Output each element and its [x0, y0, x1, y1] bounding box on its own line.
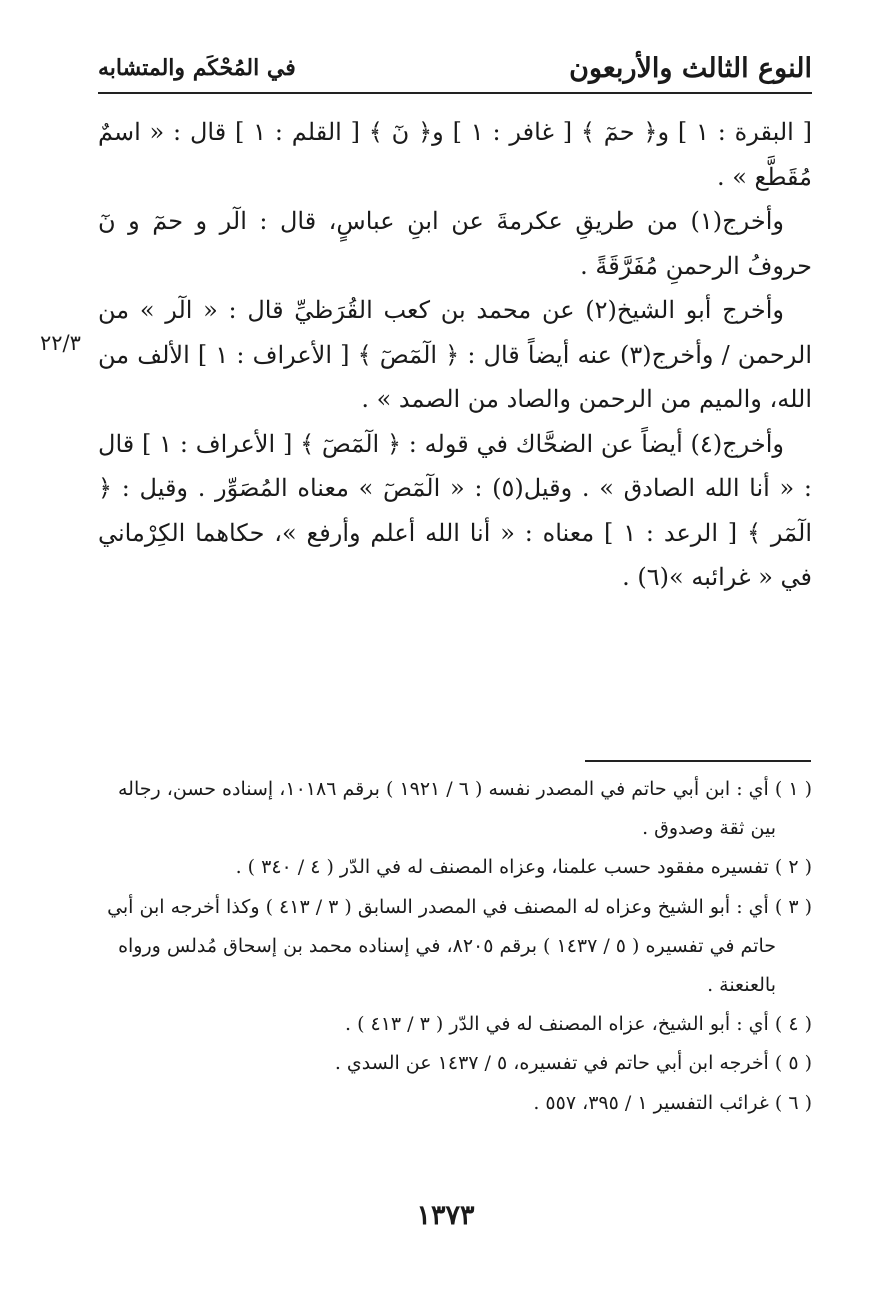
paragraph: وأخرج(٤) أيضاً عن الضحَّاك في قوله : ﴿ الٓمٓصٓ ﴾ [ الأعراف : ١ ] قال : « أنا الله الصادق » . وقيل(٥) : « الٓمٓصٓ » معناه المُصَوِّر . وقيل : ﴿ الٓمٓر ﴾ [ الرعد : ١ ] معناه : « أنا الله أعلم وأرفع »، حكاهما الكِرْماني في « غرائبه »(٦) . — [98, 429, 812, 591]
footnote: ( ٤ ) أي : أبو الشيخ، عزاه المصنف له في الدّر ( ٣ / ٤١٣ ) . — [344, 1013, 812, 1036]
margin-page-reference: ٢٢/٣ — [40, 331, 81, 355]
footnote: ( ١ ) أي : ابن أبي حاتم في المصدر نفسه ( ٦ / ١٩٢١ ) برقم ١٠١٨٦، إسناده حسن، رجاله بين ثقة وصدوق . — [118, 778, 812, 840]
footnote-divider — [585, 760, 811, 762]
header-divider — [98, 92, 812, 94]
paragraph: وأخرج أبو الشيخ(٢) عن محمد بن كعب القُرَظيِّ قال : « الٓر » من الرحمن / وأخرج(٣) عنه أيضاً قال : ﴿ الٓمٓصٓ ﴾ [ الأعراف : ١ ] الألف من الله، والميم من الرحمن والصاد من الصمد » . — [98, 296, 812, 413]
page-number: ١٣٧٣ — [416, 1200, 475, 1231]
paragraph: وأخرج(١) من طريقِ عكرمةَ عن ابنِ عباسٍ، قال : الٓر و حمٓ و نٓ حروفُ الرحمنِ مُفَرَّقَةً . — [98, 207, 812, 280]
footnote: ( ٥ ) أخرجه ابن أبي حاتم في تفسيره، ٥ / ١٤٣٧ عن السدي . — [334, 1052, 812, 1075]
footnote: ( ٢ ) تفسيره مفقود حسب علمنا، وعزاه المصنف له في الدّر ( ٤ / ٣٤٠ ) . — [235, 856, 812, 879]
chapter-subtitle: في المُحْكَم والمتشابه — [98, 55, 296, 81]
paragraph: [ البقرة : ١ ] و﴿ حمٓ ﴾ [ غافر : ١ ] و﴿ نٓ ﴾ [ القلم : ١ ] قال : « اسمٌ مُقَطَّع » . — [98, 118, 812, 191]
footnote: ( ٣ ) أي : أبو الشيخ وعزاه له المصنف في المصدر السابق ( ٣ / ٤١٣ ) وكذا أخرجه ابن أبي حاتم في تفسيره ( ٥ / ١٤٣٧ ) برقم ٨٢٠٥، في إسناده محمد بن إسحاق مُدلس ورواه بالعنعنة . — [107, 895, 812, 997]
footnotes — [98, 770, 812, 1123]
running-header — [98, 48, 812, 88]
footnote: ( ٦ ) غرائب التفسير ١ / ٣٩٥، ٥٥٧ . — [533, 1091, 812, 1114]
main-text — [98, 110, 812, 600]
chapter-title: النوع الثالث والأربعون — [569, 52, 812, 84]
